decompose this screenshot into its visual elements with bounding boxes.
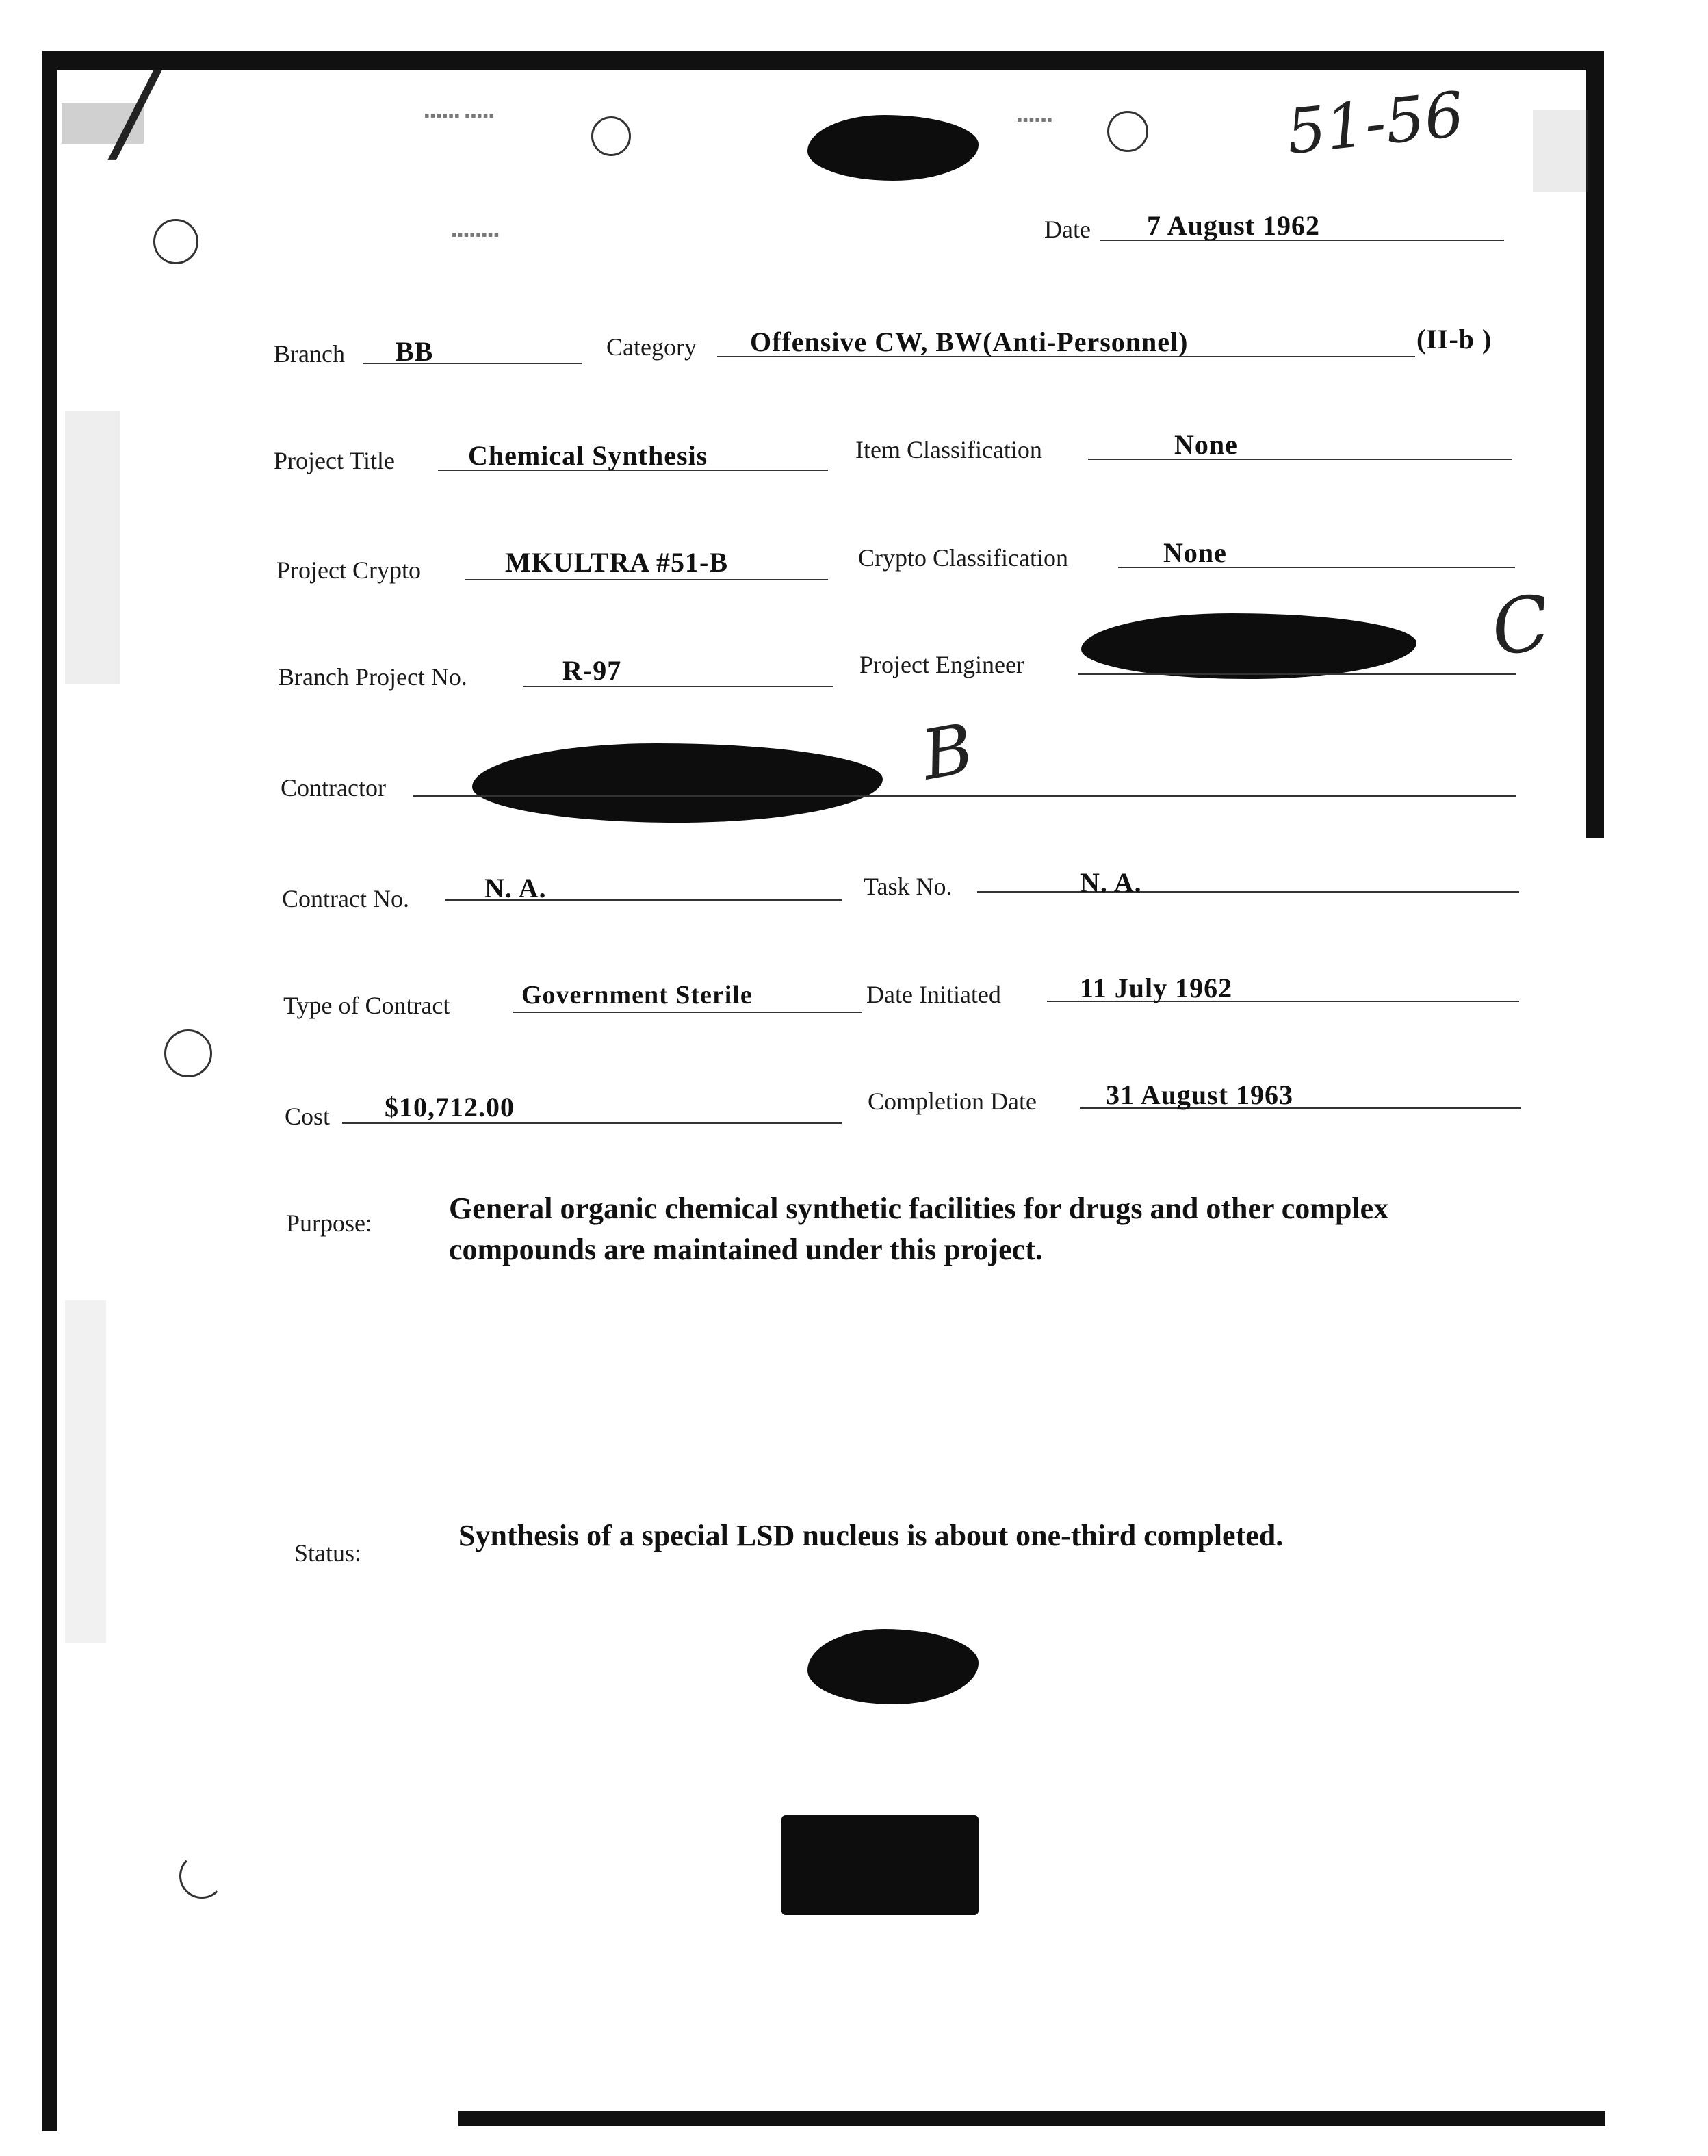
type-of-contract-value: Government Sterile — [521, 981, 753, 1010]
project-title-value: Chemical Synthesis — [468, 440, 708, 471]
handwritten-slash: / — [116, 48, 153, 176]
redaction-top — [807, 115, 979, 181]
type-of-contract-rule — [513, 1012, 862, 1013]
punch-hole — [1107, 111, 1148, 152]
redaction-stamp-box — [781, 1815, 979, 1915]
category-value: Offensive CW, BW(Anti-Personnel) — [750, 326, 1189, 357]
date-initiated-label: Date Initiated — [866, 981, 1001, 1008]
redaction-project-engineer — [1081, 613, 1416, 679]
status-text: Synthesis of a special LSD nucleus is about one-third completed. — [458, 1519, 1284, 1552]
scan-border-right — [1586, 51, 1604, 838]
task-no-label: Task No. — [864, 873, 953, 900]
item-classification-label: Item Classification — [855, 436, 1042, 463]
task-no-rule — [977, 891, 1519, 893]
illegible-stamp: ▪▪▪▪▪▪ — [1017, 111, 1053, 128]
item-classification-rule — [1088, 459, 1512, 460]
contractor-label: Contractor — [281, 774, 386, 801]
date-initiated-value: 11 July 1962 — [1080, 973, 1233, 1003]
purpose-text: General organic chemical synthetic facilities for drugs and other complex compounds are maintained under this project. — [449, 1192, 1389, 1266]
scan-border-bottom — [458, 2111, 1605, 2126]
category-code: (II-b ) — [1416, 324, 1492, 355]
contract-no-value: N. A. — [484, 873, 547, 903]
completion-date-label: Completion Date — [868, 1088, 1037, 1115]
illegible-stamp: ▪▪▪▪▪▪ ▪▪▪▪▪ — [424, 107, 495, 124]
redaction-status — [807, 1629, 979, 1704]
purpose-label: Purpose: — [286, 1209, 372, 1237]
date-value: 7 August 1962 — [1147, 210, 1321, 241]
cost-value: $10,712.00 — [385, 1092, 515, 1122]
date-label: Date — [1044, 216, 1091, 243]
project-crypto-value: MKULTRA #51-B — [505, 547, 729, 578]
branch-project-no-label: Branch Project No. — [278, 663, 467, 691]
punch-hole — [591, 116, 631, 156]
project-engineer-rule — [1078, 673, 1516, 675]
project-title-label: Project Title — [274, 447, 396, 474]
scan-noise — [65, 1300, 106, 1643]
handwritten-mark-c: C — [1486, 578, 1555, 673]
category-label: Category — [606, 333, 697, 361]
punch-hole — [153, 219, 198, 264]
scan-noise — [65, 411, 120, 684]
handwritten-page-ref: 51-56 — [1283, 78, 1468, 169]
contractor-rule — [413, 795, 1516, 797]
branch-label: Branch — [274, 340, 345, 368]
scan-noise — [1533, 110, 1588, 192]
completion-date-value: 31 August 1963 — [1106, 1079, 1294, 1110]
type-of-contract-label: Type of Contract — [283, 992, 450, 1019]
project-engineer-label: Project Engineer — [859, 651, 1024, 678]
item-classification-value: None — [1174, 429, 1238, 460]
redaction-contractor — [472, 743, 883, 823]
scan-border-left — [42, 51, 57, 2131]
branch-project-no-value: R-97 — [562, 655, 622, 686]
contract-no-label: Contract No. — [282, 885, 409, 912]
project-crypto-rule — [465, 579, 828, 580]
illegible-stamp: ▪▪▪▪▪▪▪▪ — [452, 226, 500, 243]
handwritten-mark-b: B — [916, 708, 980, 796]
branch-value: BB — [396, 336, 434, 367]
cost-label: Cost — [285, 1103, 331, 1130]
punch-hole — [179, 1853, 224, 1899]
crypto-classification-label: Crypto Classification — [858, 544, 1068, 572]
status-label: Status: — [294, 1539, 362, 1567]
punch-hole — [164, 1029, 212, 1077]
scan-border-top — [42, 51, 1604, 70]
crypto-classification-value: None — [1163, 537, 1227, 568]
project-crypto-label: Project Crypto — [276, 556, 421, 584]
task-no-value: N. A. — [1080, 867, 1142, 898]
